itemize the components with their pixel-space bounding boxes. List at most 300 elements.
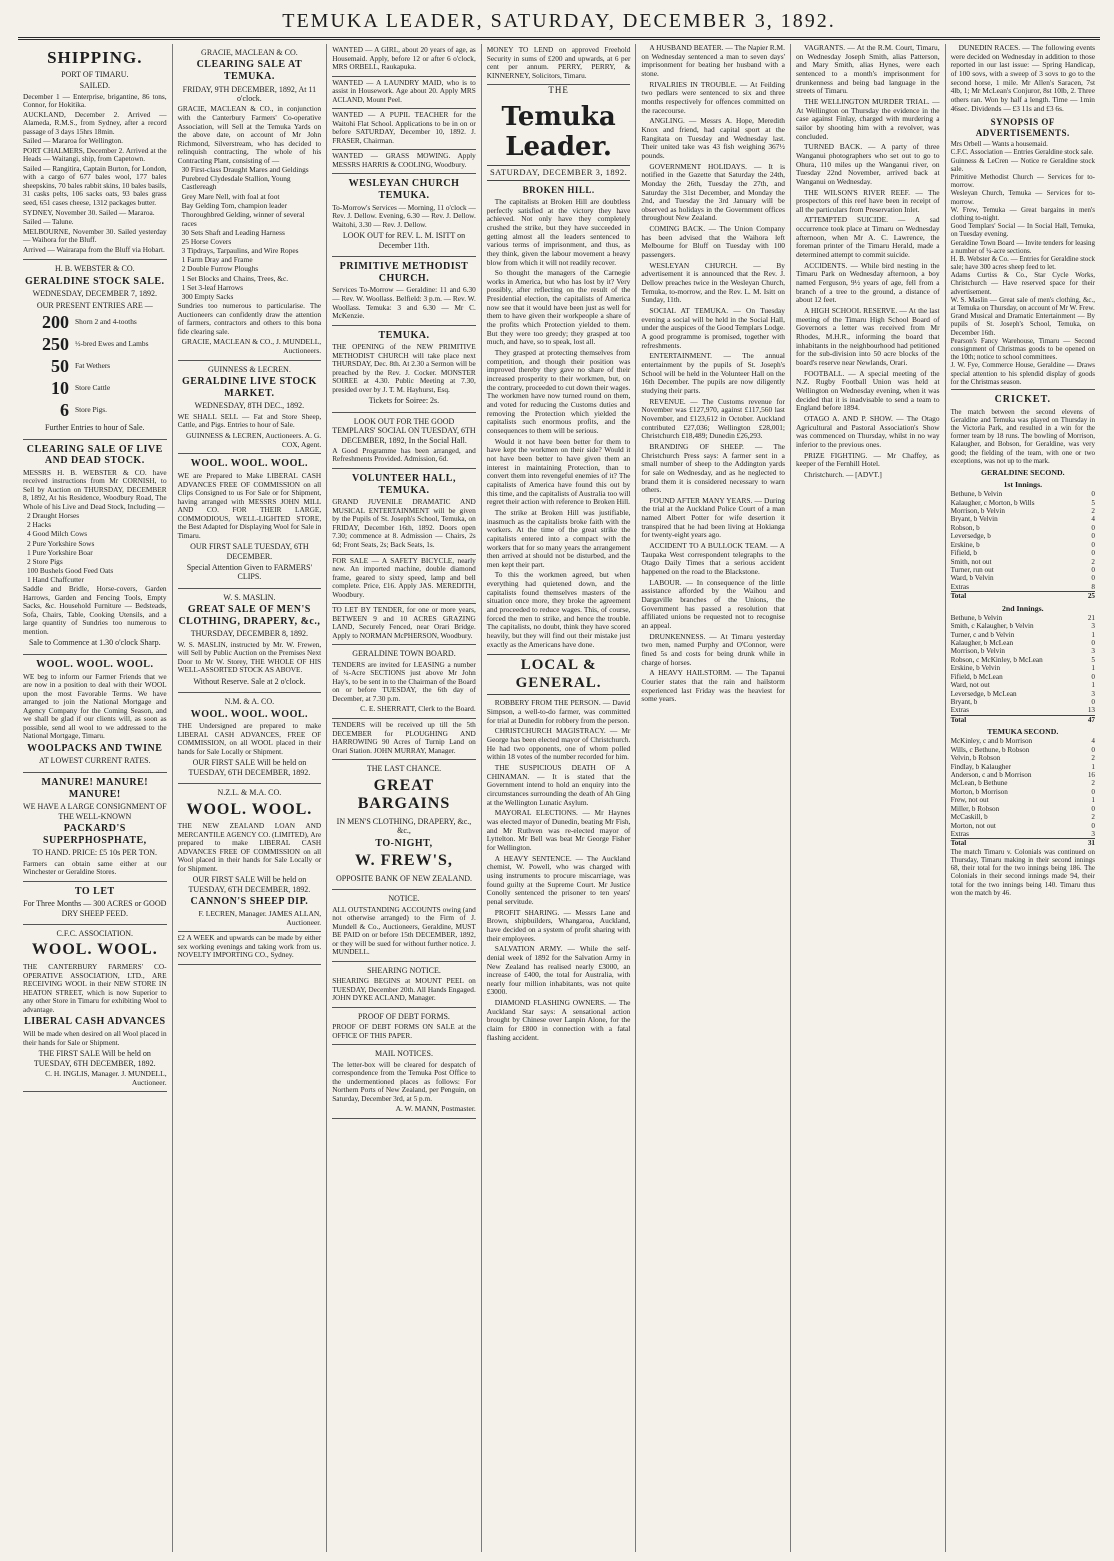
stock-sale-ad: [23, 260, 167, 439]
templars-body: A Good Programme has been arranged, and Refreshments Provided. Admission, 6d.: [332, 445, 476, 464]
notice-ad: [332, 890, 476, 962]
lookout-note: LOOK OUT for REV. L. M. ISITT on December 11th.: [342, 231, 466, 250]
batsman: Bethune, b Velvin: [950, 613, 1003, 622]
runs: 0: [1091, 821, 1095, 830]
lot-item: 3 Tipdrays, Tarpaulins, and Wire Ropes: [181, 246, 299, 256]
notice-body: ALL OUTSTANDING ACCOUNTS owing (and not otherwise arranged) to the Firm of J. Mundell & Co., Auctioneers, Geraldine, MUST BE PAID on or before 15th DECEMBER, 1892, or they will be sued for without further notice. J. MUNDELL.: [332, 904, 476, 957]
gracie-body: GRACIE, MACLEAN & CO., in conjunction with the Canterbury Farmers' Co-operative Association, will Sell at the Temuka Yards on the above date, on account of Mr John Richmond, Silverstream, who has decided to relinquish contracting, The whole of his Contracting Plant, consisting of —: [177, 104, 322, 165]
shipping-line: AUCKLAND, December 2. Arrived — Alameda, R.M.S., from Sydney, after a record passage of 3 days 15hrs 18min.: [23, 109, 167, 136]
score-row: [951, 490, 1095, 498]
runs: 2: [1091, 779, 1095, 788]
batsman: Frew, not out: [950, 796, 989, 805]
score-row: [951, 647, 1095, 655]
batsman: Kalaugher, c Morton, b Wills: [950, 498, 1035, 507]
score-row: [951, 737, 1095, 745]
lot-item: 100 Bushels Good Feed Oats: [27, 565, 114, 575]
batsman: Morton, b Morrison: [950, 787, 1008, 796]
batsman: Fifield, b: [950, 549, 977, 558]
batsman: Findlay, b Kalaugher: [950, 762, 1011, 771]
wesleyan-title: WESLEYAN CHURCH TEMUKA.: [348, 178, 460, 202]
shipping-line: December 1 — Enterprise, brigantine, 86 tons, Connor, for Hokitika.: [23, 91, 167, 110]
runs: 0: [1091, 804, 1095, 813]
score-row: [951, 822, 1095, 830]
mail-sign: A. W. MANN, Postmaster.: [395, 1104, 476, 1114]
score-row: [951, 639, 1095, 647]
geraldine-second-title: GERALDINE SECOND.: [980, 467, 1065, 477]
clearing-title: CLEARING SALE OF LIVE AND DEAD STOCK.: [26, 443, 163, 467]
runs: 0: [1091, 532, 1095, 541]
first-sale: OUR FIRST SALE TUESDAY, 6TH DECEMBER.: [190, 542, 309, 561]
score-row: [951, 681, 1095, 689]
runs: 16: [1087, 771, 1095, 779]
batsman: Morrison, b Velvin: [950, 506, 1005, 515]
wool-body: WE beg to inform our Farmer Friends that we are now in a position to deal with their WOOL upon the most Favorable Terms. We have arranged to join the National Mortgage and Agency Company for the Coming Season, and we shall be glad if our clients will, as soon as possible, send all wool to we addressed to the National Mortgage, Timaru.: [23, 671, 167, 741]
column-7: [946, 44, 1100, 1552]
batsman: Leversedge, b: [950, 532, 991, 541]
templars-title: LOOK OUT FOR THE GOOD TEMPLARS' SOCIAL ON TUESDAY, 6TH DECEMBER, 1892, In the Social Hall.: [332, 416, 476, 445]
news-item: THE WELLINGTON MURDER TRIAL. — At Wellington on Thursday the evidence in the case against Finlay, charged with murdering a sailor by shooting him with a revolver, was concluded.: [795, 96, 940, 141]
maslin-title: GREAT SALE OF MEN'S CLOTHING, DRAPERY, &c.,: [178, 604, 321, 627]
gracie-date: FRIDAY, 9TH DECEMBER, 1892, At 11 o'clock.: [182, 84, 317, 104]
runs: 0: [1091, 672, 1095, 681]
board-body: TENDERS are invited for LEASING a number of ¼-Acre SECTIONS just above Mr John Hay's, to be sent in to the Chairman of the Board on or before TUESDAY, the 6th day of December, at 7.30 p.m.: [332, 659, 476, 703]
paper-the: THE: [548, 85, 569, 96]
total-runs: 47: [1073, 715, 1095, 724]
local-general: [487, 699, 631, 1042]
cfc-liberal-body: Will be made when desired on all Wool placed in their hands for Sale or Shipment.: [23, 1029, 167, 1047]
great-sub: IN MEN'S CLOTHING, DRAPERY, &c., &c.,: [336, 816, 472, 836]
runs: 2: [1091, 754, 1095, 763]
entry-row: 10 Store Cattle: [51, 378, 111, 399]
runs: 1: [1091, 796, 1095, 805]
guinness-ad: [178, 361, 322, 455]
score-row: [951, 574, 1095, 582]
batsman: Erskine, b Velvin: [950, 664, 1001, 673]
news-item: COMING BACK. — The Union Company has been advised that the Waihora left Melbourne for Bluff on Tuesday with 100 passengers.: [641, 224, 785, 260]
news-item: SALVATION ARMY. — While the self-denial week of 1892 for the Salvation Army in New Zealand has realised nearly £3000, an increase of £400, the total for Australia, with nearly four million inhabitants, was not quite £3000.: [486, 944, 631, 997]
paper-title: Temuka Leader.: [501, 101, 616, 163]
temuka-church-ad: [332, 326, 476, 413]
score-table-t1: [951, 737, 1095, 847]
runs: 0: [1091, 523, 1095, 532]
cfc-body: THE CANTERBURY FARMERS' CO-OPERATIVE ASSOCIATION, LTD., ARE RECEIVING WOOL in their NEW STORE IN HEATON STREET, which is now Superior to any other Store in Timaru for exhibiting Wool to advantage.: [23, 962, 167, 1014]
lot-item: 2 Pure Yorkshire Sows: [27, 538, 95, 548]
lot-item: 25 Horse Covers: [181, 236, 232, 246]
article-paragraph: The strike at Broken Hill was justifiable, inasmuch as the capitalists broke faith with the workers. At the time of the great strike the capitalists entered into a compact with the workers that for so many years the arrangement then arrived at should not be disturbed, and the men kept their part.: [486, 507, 631, 569]
board-sign: C. E. SHERRATT, Clerk to the Board.: [360, 704, 476, 714]
lot-item: 4 Good Milch Cows: [27, 529, 88, 539]
runs: 1: [1091, 681, 1095, 690]
shipping-line: Sailed — Mararoa for Wellington.: [23, 136, 123, 146]
dunedin-races: [951, 44, 1095, 113]
article-title: BROKEN HILL.: [522, 185, 595, 196]
wanted-ad: WANTED — A GIRL, about 20 years of age, as Housemaid. Apply, before 12 or after 6 o'clock, MRS ORBELL, Raukapuka.: [332, 44, 476, 77]
news-item: ENTERTAINMENT. — The annual entertainment by the pupils of St. Joseph's School will be held in the Volunteer Hall on the 16th December. The pupils are now diligently studying their parts.: [641, 351, 785, 395]
wanted-ad: WANTED — A LAUNDRY MAID, who is to assist in Housework. Age about 20. Apply MRS ACLAND, Mount Peel.: [332, 77, 476, 110]
batsman: McCaskill, b: [950, 813, 988, 822]
great-bargains: GREAT BARGAINS: [357, 776, 451, 813]
board-title: GERALDINE TOWN BOARD.: [352, 649, 456, 659]
column-2: [173, 44, 328, 1552]
batsman: Smith, c Kalaugher, b Velvin: [950, 622, 1034, 631]
runs: 1: [1091, 664, 1095, 673]
score-row: [951, 779, 1095, 787]
news-item: A HUSBAND BEATER. — The Napier R.M. on Wednesday sentenced a man to seven days' imprisonment for beating her husband with a stone.: [641, 44, 785, 78]
news-item: VAGRANTS. — At the R.M. Court, Timaru, on Wednesday Joseph Smith, alias Patterson, and Mary Smith, alias Hynes, were each sentenced to a month's imprisonment for drunkenness and being bad language in the streets of Timaru.: [795, 44, 940, 96]
maslin-date: THURSDAY, DECEMBER 8, 1892.: [190, 629, 309, 639]
nma-body: THE Undersigned are prepared to make LIBERAL CASH ADVANCES, FREE OF COMMISSION, on all WOOL placed in their hands for Sale Locally or Shipment.: [177, 721, 322, 756]
proof-body: PROOF OF DEBT FORMS ON SALE at the OFFICE OF THIS PAPER.: [332, 1022, 476, 1040]
temuka-second-title: TEMUKA SECOND.: [987, 727, 1059, 737]
synopsis-item: C.F.C. Association — Entries Geraldine stock sale.: [950, 148, 1094, 157]
wesleyan-body: To-Morrow's Services — Morning, 11 o'clock — Rev. J. Dellow. Evening, 6.30 — Rev. J. Dellow. Waitohi, 3.30 — Rev. J. Dellow.: [332, 202, 476, 229]
gracie-sign: GRACIE, MACLEAN & CO., J. MUNDELL, Auctioneers.: [181, 337, 322, 355]
first-innings-title: 1st Innings.: [1003, 480, 1043, 490]
cannon-title: CANNON'S SHEEP DIP.: [190, 896, 309, 908]
runs: 4: [1091, 737, 1095, 746]
score-row: [951, 541, 1095, 549]
runs: 2: [1091, 813, 1095, 822]
frew-ad: [332, 760, 476, 890]
news-item: TURNED BACK. — A party of three Wanganui photographers who set out to go to Ohura, 110 miles up the Wanganui river, on Tuesday 22nd November, arrived back at Wanganui on Wednesday.: [795, 142, 940, 186]
sailed-head: SAILED.: [79, 81, 111, 91]
to-let-body: For Three Months — 300 ACRES or GOOD DRY SHEEP FEED.: [23, 899, 167, 918]
manure-foot: Farmers can obtain same either at our Winchester or Geraldine Stores.: [23, 858, 167, 877]
lowest-rates: AT LOWEST CURRENT RATES.: [39, 756, 151, 766]
news-column: [641, 44, 785, 704]
score-row: [951, 566, 1095, 574]
lot-item: 300 Empty Sacks: [181, 291, 234, 301]
score-row: [951, 622, 1095, 630]
wanted-ad: WANTED — A PUPIL TEACHER for the Waitohi Flat School. Applications to be in on or before SATURDAY, December 10, 1892. J. FRASER, Chairman.: [332, 109, 476, 150]
runs: 1: [1091, 762, 1095, 771]
entries-intro: OUR PRESENT ENTRIES ARE —: [36, 300, 153, 310]
column-6: [791, 44, 946, 1552]
wesleyan-ad: [332, 174, 476, 257]
cricket-foot: The match Timaru v. Colonials was continued on Thursday, Timaru making in their second innings 68, their total for the two innings being 186. The Colonials in their second innings made 94, their total for the two innings being 140. Timaru thus won the match by 46.: [950, 847, 1095, 897]
score-row: [951, 771, 1095, 779]
score-total: [951, 839, 1095, 848]
batsman: Smith, not out: [950, 557, 992, 566]
column-3: [327, 44, 482, 1552]
batsman: Ward, b Velvin: [950, 574, 994, 583]
article-paragraph: The capitalists at Broken Hill are doubtless perfectly satisfied at the victory they have achieved. Not only have they completely crushed the strike, but they have succeeded in getting almost all the leaders sentenced to various terms of imprisonment, and thus, as they think, given the labour movement a heavy blow from which it will not readily recover.: [486, 196, 631, 267]
synopsis-item: Guinness & LeCren — Notice re Geraldine stock sale.: [950, 156, 1095, 173]
news-item: FOOTBALL. — A special meeting of the N.Z. Rugby Football Union was held at Wellington on Wednesday evening, when it was decided that it is inadvisable to send a team to England before 1894.: [795, 368, 940, 413]
column-4: [482, 44, 637, 1552]
to-let-title: TO LET: [74, 885, 115, 897]
editorial-article: [487, 198, 631, 649]
clearing-time: Sale to Commence at 1.30 o'clock Sharp.: [28, 638, 161, 648]
webster-name: H. B. WEBSTER & CO.: [54, 264, 135, 274]
news-item: BRANDING OF SHEEP. — The Christchurch Press says: A farmer sent in a small number of sheep to the Addington yards for sale on Wednesday, and as he neglected to brand them it is considered necessary to warn others.: [641, 441, 785, 495]
manure-price: TO HAND. PRICE: £5 10s PER TON.: [32, 848, 158, 858]
runs: 0: [1091, 565, 1095, 574]
runs: 0: [1091, 540, 1095, 549]
batsman: Anderson, c and b Morrison: [950, 771, 1032, 779]
geraldine-live-title: GERALDINE LIVE STOCK MARKET.: [181, 376, 317, 399]
lot-item: 2 Draught Horses: [27, 511, 80, 521]
geraldine-sign: GUINNESS & LECREN, Auctioneers. A. G. COX, Agent.: [185, 430, 322, 449]
cricket-title: CRICKET.: [994, 393, 1051, 405]
shipping-line: Sailed — Rangitira, Captain Burton, for London, with a cargo of 677 bales wool, 177 bales sheepskins, 70 bales rabbit skins, 10 bales basils, 31 casks pelts, 106 sacks oats, 93 bales grass seed, 651 cases cheese, 1312 packages butter.: [23, 163, 167, 207]
local-general-title: LOCAL & GENERAL.: [487, 654, 631, 695]
synopsis-item: Primitive Methodist Church — Services for to-morrow.: [950, 173, 1095, 190]
cfc-sale: THE FIRST SALE Will be held on TUESDAY, 6TH DECEMBER, 1892.: [33, 1049, 156, 1068]
news-item: DRUNKENNESS. — At Timaru yesterday two men, named Purphy and O'Connor, were fined 5s and costs for being drunk while in charge of horses.: [641, 631, 785, 667]
frew-name: W. FREW'S,: [355, 852, 453, 870]
article-paragraph: They grasped at protecting themselves from competition, and though their position was improved thereby they gave no share of their increased prosperity to their workmen, but, on the contrary, proceeded to cut down their wages. The workmen have now turned round on them, and voted for reducing the Customs duties and removing the Protection which yielded the capitalists such enormous profits, and the consequences to them will be serious.: [486, 348, 631, 435]
runs: 13: [1087, 706, 1095, 715]
mail-title: MAIL NOTICES.: [375, 1049, 433, 1059]
issue-date: SATURDAY, DECEMBER 3, 1892.: [487, 165, 631, 181]
manure-name: PACKARD'S SUPERPHOSPHATE,: [42, 822, 147, 846]
news-column: [796, 44, 940, 480]
frew-address: OPPOSITE BANK OF NEW ZEALAND.: [335, 874, 473, 884]
nzla-body: THE NEW ZEALAND LOAN AND MERCANTILE AGENCY CO. (LIMITED), Are prepared to make LIBERAL CASH ADVANCES FREE OF COMMISSION on all Wool placed in their hands for Sale Locally or for Shipment.: [177, 821, 322, 873]
lot-item: 30 Sets Shaft and Leading Harness: [181, 227, 285, 237]
lot-item: 2 Store Pigs: [27, 556, 63, 566]
score-row: [951, 746, 1095, 754]
soiree-tickets: Tickets for Soiree: 2s.: [368, 396, 440, 406]
score-row: [951, 813, 1095, 821]
news-item: A HIGH SCHOOL RESERVE. — At the last meeting of the Timaru High School Board of Governors a letter was received from Mr Rhodes, M.H.R., informing the board that inhabitants in the neighbourhood had petitioned for the sub-division into 50 acre blocks of the board's reserve near Newlands, Orari.: [795, 306, 940, 367]
second-innings-title: 2nd Innings.: [1001, 603, 1044, 613]
to-let-ad: [23, 882, 167, 925]
runs: 8: [1091, 582, 1095, 591]
maslin-head: W. S. MASLIN.: [223, 592, 276, 602]
cfc-liberal: LIBERAL CASH ADVANCES: [24, 1016, 166, 1028]
news-item: THE WILSON'S RIVER REEF. — The prospectors of this reef have been in receipt of all the particulars from Preservation Inlet.: [795, 187, 940, 214]
runs: 0: [1091, 745, 1095, 754]
batsman: Robson, c McKinley, b McLean: [950, 655, 1043, 664]
news-item: SOCIAL AT TEMUKA. — On Tuesday evening a social will be held in the Social Hall, under the auspices of the Good Templars Lodge. A good programme is promised, together with refreshments.: [641, 306, 785, 350]
batsman: Turner, run out: [950, 565, 994, 574]
bicycle-ad: FOR SALE — A SAFETY BICYCLE, nearly new. An imported machine, double diamond frame, geared to sixty speed, lamp and bell complete. Price, £16. Apply JAS. MEREDITH, Woodbury.: [332, 555, 476, 605]
batsman: Morrison, b Velvin: [950, 647, 1005, 656]
tenders-ad: TENDERS will be received up till the 5th DECEMBER for PLOUGHING AND HARROWING 90 Acres of Turnip Land on Orari Station. JOHN MURRAY, Manager.: [332, 719, 476, 760]
primitive-title: PRIMITIVE METHODIST CHURCH.: [339, 261, 469, 284]
lot-item: 1 Pure Yorkshire Boar: [27, 547, 93, 557]
clearing-body: MESSRS H. B. WEBSTER & CO. have received instructions from Mr CORNISH, to Sell by Auction on THURSDAY, DECEMBER 8, 1892, At his Residence, Woodbury Road, The Whole of his Live and Dead Stock, Including —: [23, 467, 167, 512]
gracie-ad: [178, 44, 322, 361]
geraldine-body: WE SHALL SELL — Fat and Store Sheep, Cattle, and Pigs. Entries to hour of Sale.: [177, 411, 322, 430]
news-item: DUNEDIN RACES. — The following events were decided on Wednesday in addition to those reported in our last issue: — Spring Handicap, of 100 sovs, with a sweep of 3 sovs to go to the second horse, 1 mile. Mr Allen's Saracen, 7st 4lb, 1; Mr McLean's Conjuror, 8st 10lb, 2. Three others ran. Won by half a length. Time — 1min 46sec. Dividends — £3 11s and £3 6s.: [950, 44, 1095, 113]
lot-item: 30 First-class Draught Mares and Geldings: [181, 164, 309, 174]
news-item: DIAMOND FLASHING OWNERS. — The Auckland Star says: A sensational action brought by Chinese over Lanpin Alone, for the claim for £800 in connection with a fatal flashing accident.: [486, 998, 631, 1042]
shipping-section: [23, 44, 167, 260]
runs: 3: [1091, 622, 1095, 631]
lot-item: Purebred Clydesdale Stallion, Young Castlereagh: [181, 173, 291, 192]
stock-sale-title: GERALDINE STOCK SALE.: [25, 275, 165, 287]
news-item: THE SUSPICIOUS DEATH OF A CHINAMAN. — It is stated that the Government intend to hold an enquiry into the circumstances surrounding the death of Ah Ging at the Wellington Lunatic Asylum.: [486, 763, 631, 807]
entry-row: 250 ½-bred Ewes and Lambs: [42, 333, 149, 354]
clearing-foot: Saddle and Bridle, Horse-covers, Garden Harrows, Garden and Fencing Tools, Empty Sacks, &c. Household Furniture — Bedsteads, Sofa, Chairs, Table, Cooking Utensils, and a large quantity of Sundries too numerous to mention.: [23, 584, 167, 636]
nma-sale: OUR FIRST SALE Will be held on TUESDAY, 6TH DECEMBER, 1892.: [188, 758, 311, 777]
woolpacks-title: WOOLPACKS AND TWINE: [27, 742, 163, 754]
synopsis-item: Wesleyan Church, Temuka — Services for to-morrow.: [950, 189, 1095, 206]
score-row: [951, 690, 1095, 698]
runs: 3: [1091, 689, 1095, 698]
nzla-head: N.Z.L. & M.A. CO.: [217, 788, 282, 798]
score-total: [951, 715, 1095, 724]
score-row: [951, 499, 1095, 507]
cfc-ad: [23, 925, 167, 1092]
wool-advances-ad: [178, 454, 322, 588]
temuka-title: TEMUKA.: [378, 329, 430, 341]
shearing-ad: [332, 962, 476, 1008]
batsman: Morton, not out: [950, 821, 996, 830]
novelty-ad: [178, 932, 322, 965]
score-row: [951, 583, 1095, 592]
synopsis-item: Pearson's Fancy Warehouse, Timaru — Second consignment of Christmas goods to be opened on the 10th; notice to school committees.: [950, 336, 1095, 362]
to-let-tender-ad: TO LET BY TENDER, for one or more years, BETWEEN 9 and 10 ACRES GRAZING LAND, Securely Fenced, near Orari Bridge. Apply to NORMAN McPHERSON, Woodbury.: [332, 604, 476, 645]
news-item: A HEAVY SENTENCE. — The Auckland chemist, W. Powell, who was charged with using instruments to procure miscarriage, was found guilty at the Supreme Court. Mr Justice Conolly sentenced the prisoner to ten years' penal servitude.: [486, 853, 631, 906]
column-1: [18, 44, 173, 1552]
cfc-name: C.F.C. ASSOCIATION.: [56, 929, 134, 939]
batsman: Extras: [950, 706, 969, 715]
stock-sale-date: WEDNESDAY, DECEMBER 7, 1892.: [32, 289, 158, 299]
score-table-g2: [951, 614, 1095, 724]
guinness-head: GUINNESS & LECREN.: [207, 364, 291, 374]
batsman: Turner, c and b Velvin: [950, 630, 1015, 639]
runs: 2: [1091, 506, 1095, 515]
runs: 5: [1091, 655, 1095, 664]
advt-tag: Christchurch. — [ADVT.]: [803, 469, 882, 479]
news-item: MAYORAL ELECTIONS. — Mr Haynes was elected mayor of Dunedin, beating Mr Fish, and Mr Ruthven was re-elected mayor of Lyttelton. Mr Bell was beat Mr George Fisher for Wellington.: [486, 808, 631, 852]
manure-body: WE HAVE A LARGE CONSIGNMENT OF THE WELL-KNOWN: [23, 802, 167, 821]
maslin-body: W. S. MASLIN, instructed by Mr. W. Frewen, will Sell by Public Auction on the Premises Next Door to Mr W. Storey, THE WHOLE OF HIS WELL-ASSORTED STOCK AS ABOVE.: [177, 639, 322, 675]
batsman: Kalaugher, b McLean: [950, 638, 1014, 647]
batsman: Extras: [950, 582, 969, 591]
news-item: ANGLING. — Messrs A. Hope, Meredith Knox and friend, had capital sport at the Rangitata on Tuesday and Wednesday last. Their united take was 43 fish weighing 367½ pounds.: [641, 116, 785, 160]
primitive-body: Services To-Morrow — Geraldine: 11 and 6.30 — Rev. W. Woollass. Belfield: 3 p.m. — Rev. W. Woollass. Temuka: 3 and 6.30 — Mr C. McKenzie.: [332, 285, 476, 321]
lot-item: 1 Farm Dray and Frame: [181, 255, 253, 265]
shipping-line: PORT CHALMERS, December 2. Arrived at the Heads — Waitangi, ship, from Capetown.: [23, 145, 167, 164]
tonight: TO-NIGHT,: [375, 837, 433, 849]
batsman: Extras: [950, 829, 969, 838]
score-total: [951, 592, 1095, 601]
total-label: Total: [951, 715, 1073, 724]
shipping-line: SYDNEY, November 30. Sailed — Mararoa.: [23, 207, 155, 217]
proof-title: PROOF OF DEBT FORMS.: [358, 1011, 450, 1021]
score-row: [951, 507, 1095, 515]
entry-row: 200 Shorn 2 and 4-tooths: [42, 311, 137, 332]
news-item: REVENUE. — The Customs revenue for November was £127,970, against £117,560 last November, and £123,612 in October. Auckland contributed £27,036; Wellington £28,001; Christchurch £18,489; Dunedin £26,293.: [641, 396, 785, 441]
score-row: [951, 788, 1095, 796]
templars-ad: [332, 413, 476, 469]
columns: [18, 44, 1100, 1552]
gracie-title: CLEARING SALE AT TEMUKA.: [196, 59, 303, 83]
runs: 1: [1091, 630, 1095, 639]
runs: 0: [1091, 638, 1095, 647]
runs: 0: [1091, 490, 1095, 499]
manure-ad: [23, 773, 167, 882]
entry-row: 50 Fat Wethers: [51, 356, 111, 377]
batsman: Bethune, b Velvin: [950, 490, 1003, 499]
port-title: PORT OF TIMARU.: [61, 69, 129, 79]
cfc-sign: C. H. INGLIS, Manager. J. MUNDELL, Auctioneer.: [45, 1068, 167, 1087]
runs: 4: [1091, 515, 1095, 524]
synopsis-item: Geraldine Town Board — Invite tenders for leasing a number of ¼-acre sections.: [950, 238, 1095, 255]
runs: 0: [1091, 574, 1095, 583]
masthead: TEMUKA LEADER, SATURDAY, DECEMBER 3, 1892.: [18, 8, 1100, 40]
manure-title: MANURE! MANURE! MANURE!: [41, 776, 149, 800]
shipping-line: MELBOURNE, November 30. Sailed yesterday — Waihora for the Bluff.: [23, 226, 167, 245]
news-item: CHRISTCHURCH MAGISTRACY. — Mr George has been elected mayor of Christchurch. He had two opponents, one of whom polled within 18 votes of the number recorded for him.: [486, 726, 631, 762]
nma-ad: [178, 693, 322, 784]
batsman: Bryant, b Velvin: [950, 515, 998, 524]
batsman: Bryant, b: [950, 697, 978, 706]
runs: 3: [1091, 647, 1095, 656]
nzla-ad: [178, 784, 322, 932]
nma-head: N.M. & A. CO.: [224, 697, 275, 707]
score-row: [951, 763, 1095, 771]
news-item: GOVERNMENT HOLIDAYS. — It is notified in the Gazette that Saturday the 24th, Monday the 26th, Tuesday the 27th, and Saturday the 31st December, and Monday the 2nd, and Tuesday the 3rd January will be observed as holidays in the Government offices throughout New Zealand.: [641, 161, 785, 223]
total-label: Total: [951, 592, 1073, 601]
volunteer-body: GRAND JUVENILE DRAMATIC AND MUSICAL ENTERTAINMENT will be given by the Pupils of St. Joseph's School, Temuka, on FRIDAY, December 16th, 1892. Doors open 7.30; commence at 8. Admission — Chairs, 2s 6d; Front Seats, 2s; Back Seats, 1s.: [332, 497, 476, 549]
town-board-ad: [332, 645, 476, 719]
shipping-title: SHIPPING.: [47, 48, 143, 67]
notice-title: NOTICE.: [388, 894, 420, 904]
temuka-body: THE OPENING of the NEW PRIMITIVE METHODIST CHURCH will take place next THURSDAY, Dec. 8th. At 2.30 a Sermon will be preached by the Rev. J. Cocker. MONSTER SOIREE at 4.30. Public Meeting at 7.30, presided over by J. T. M. Hayhurst, Esq.: [332, 342, 476, 394]
runs: 5: [1091, 498, 1095, 507]
synopsis-title: SYNOPSIS OF ADVERTISEMENTS.: [975, 117, 1070, 138]
batsman: Ward, not out: [950, 681, 990, 690]
score-row: [951, 656, 1095, 664]
volunteer-hall-ad: [332, 469, 476, 555]
entries-foot: Further Entries to hour of Sale.: [45, 423, 145, 433]
synopsis-item: W. S. Maslin — Great sale of men's clothing, &c., at Temuka on Thursday, on account of Mr W. Frew.: [950, 295, 1095, 313]
wool-title: WOOL. WOOL. WOOL.: [36, 658, 154, 670]
news-item: FOUND AFTER MANY YEARS. — During the trial at the Auckland Police Court of a man named Albert Potter for wife desertion it transpired that he had been living at Hokianga for twenty-eight years ago.: [641, 495, 785, 540]
proof-ad: [332, 1008, 476, 1045]
news-item: PROFIT SHARING. — Messrs Lane and Brown, shipbuilders, Whangaroa, Auckland, have decided on a system of profit sharing with their employees.: [486, 907, 631, 943]
news-item: OTAGO A. AND P. SHOW. — The Otago Agricultural and Pastoral Association's Show was commenced on Thursday, whilst in no way inferior to the previous ones.: [795, 413, 940, 449]
news-item: ACCIDENTS. — While bird nesting in the Timaru Park on Wednesday afternoon, a boy named Ferguson, 9½ years of age, fell from a branch of a tree to the ground, a distance of about 12 feet.: [795, 260, 940, 305]
score-row: [951, 532, 1095, 540]
synopsis-item: Grand Musical and Dramatic Entertainment — By pupils of St. Joseph's School, Temuka, on December 16th.: [950, 312, 1095, 337]
batsman: McLean, b Bethune: [950, 779, 1008, 788]
synopsis-item: W. Frew, Temuka — Great bargains in men's clothing to-night.: [950, 205, 1095, 222]
novelty-body: £2 A WEEK and upwards can be made by either sex working evenings and taking work from us. NOVELTY IMPORTING CO., Sydney.: [177, 933, 322, 960]
score-row: [951, 664, 1095, 672]
wool-advances-title: WOOL. WOOL. WOOL.: [190, 458, 309, 470]
maslin-ad: [178, 589, 322, 694]
news-item: A HEAVY HAILSTORM. — The Tapanui Courier states that the rain and hailstorm experienced last Friday was the heaviest for some years.: [641, 668, 785, 704]
lot-item: 2 Hacks: [27, 520, 52, 530]
score-row: [951, 673, 1095, 681]
money-body: MONEY TO LEND on approved Freehold Security in sums of £200 and upwards, at 6 per cent per annum. PERRY, PERRY, & KINNERNEY, Solicitors, Timaru.: [486, 45, 631, 80]
runs: 21: [1087, 613, 1095, 622]
synopsis-item: Mrs Orbell — Wants a housemaid.: [950, 140, 1048, 149]
batsman: Velvin, b Robson: [950, 754, 1001, 763]
wool-ad: [23, 655, 167, 773]
synopsis-item: H. B. Webster & Co. — Entries for Geraldine stock sale; have 300 acres sheep feed to let.: [950, 254, 1095, 272]
runs: 0: [1091, 787, 1095, 796]
nma-wool: WOOL. WOOL. WOOL.: [190, 708, 309, 720]
score-row: [951, 796, 1095, 804]
shipping-line: Sailed — Talune.: [23, 217, 74, 227]
gracie-foot: Sundries too numerous to particularise. The Auctioneers can confidently draw the attention of farmers, contractors and others to this bona fide clearing sale.: [177, 301, 322, 336]
news-item: LABOUR. — In consequence of the little assistance afforded by the Waihou and Dargaville branches of the Unions, the Government has passed a resolution that affiliated unions be requested not to recognise an appeal.: [641, 577, 785, 630]
cfc-wool-title: WOOL. WOOL.: [31, 941, 158, 959]
score-row: [951, 706, 1095, 715]
entry-row: 6 Store Pigs.: [60, 400, 108, 421]
article-paragraph: So thought the managers of the Carnegie works in America, but who has lost by it? Very possibly, after reflecting on the result of the Presidential election, the capitalists of America now see that it would have been just as well for them to have given their workpeople a share of the profits which Protection yielded to them. But they were too greedy; they grasped at too much, and have, so to speak, lost all.: [486, 268, 631, 347]
maslin-foot: Without Reserve. Sale at 2 o'clock.: [193, 676, 306, 686]
shearing-title: SHEARING NOTICE.: [367, 966, 441, 976]
